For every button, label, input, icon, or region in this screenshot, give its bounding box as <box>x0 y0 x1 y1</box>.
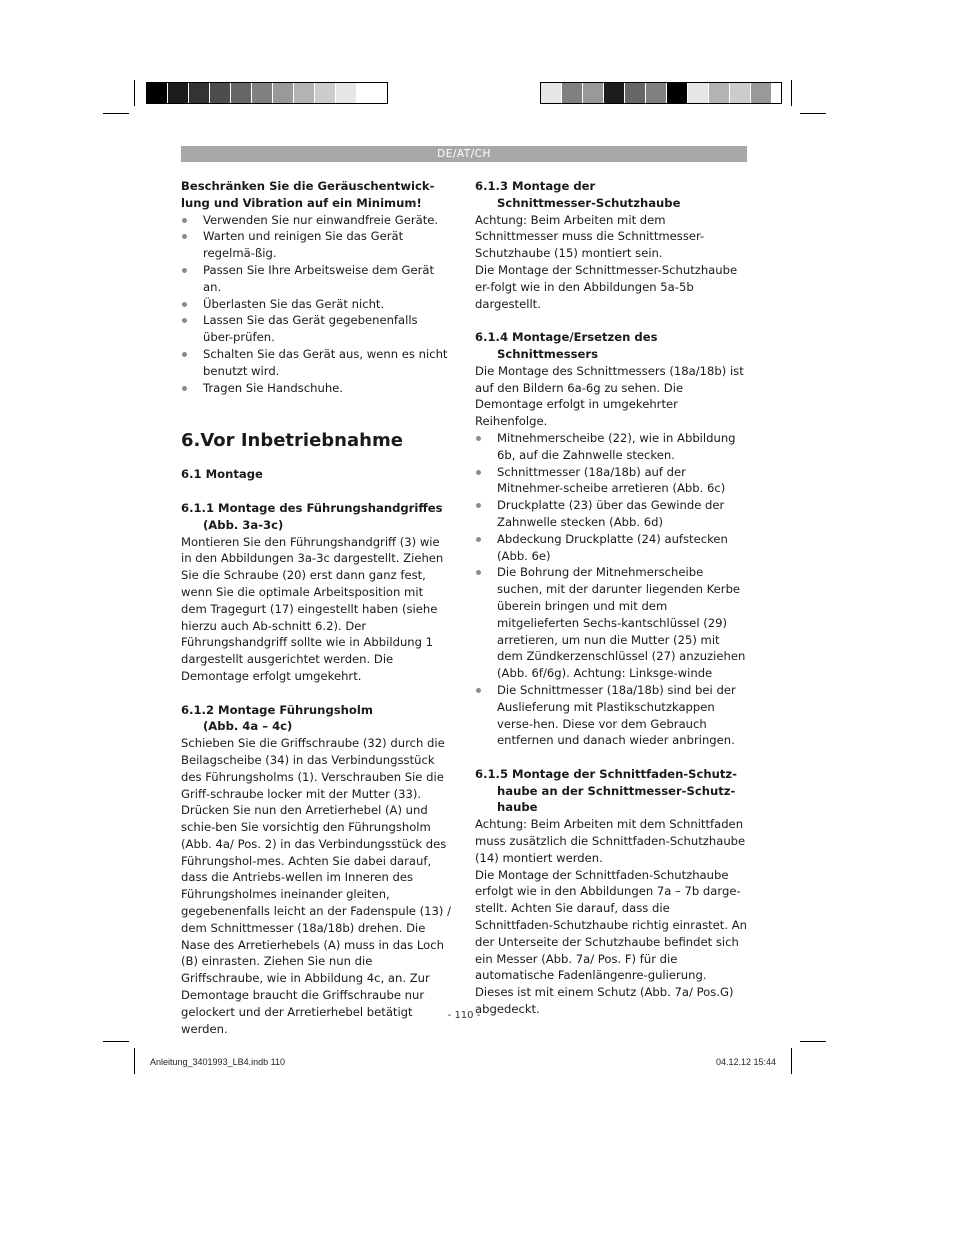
color-calibration-bar-left <box>146 82 388 104</box>
color-swatch <box>210 83 231 103</box>
color-swatch <box>273 83 294 103</box>
color-swatch <box>315 83 336 103</box>
color-swatch <box>562 83 583 103</box>
noise-heading: Beschränken Sie die Geräuschentwick-lung und Vibration auf ein Minimum! <box>181 179 435 210</box>
color-swatch <box>583 83 604 103</box>
list-item: Lassen Sie das Gerät gegebenenfalls über-prüfen. <box>181 312 451 346</box>
color-swatch <box>688 83 709 103</box>
crop-mark <box>791 1048 792 1074</box>
section-6-1-5-text: Die Montage der Schnittfaden-Schutzhaube erfolgt wie in den Abbildungen 7a – 7b darge-stellt. Achten Sie darauf, dass die Schnittfaden-Schutzhaube richtig einrastet. An der Unterseite der Schutzhaube befindet sich ein Messer (Abb. 7a/ Pos. F) für die automatische Fadenlängenre-gulierung. Dieses ist mit einem Schutz (Abb. 7a/ Pos.G) abgedeckt. <box>475 867 748 1017</box>
list-item: Mitnehmerscheibe (22), wie in Abbildung 6b, auf die Zahnwelle stecken. <box>475 430 747 464</box>
section-6-1-title: 6.1 Montage <box>181 467 263 482</box>
color-swatch <box>336 83 357 103</box>
list-item: Die Bohrung der Mitnehmerscheibe suchen, mit der darunter liegenden Kerbe überein bringen und mit dem mitgelieferten Sechs-kantschlüssel (29) arretieren, um nun die Mutter (25) mit dem Zündkerzenschlüssel (27) anzuziehen (Abb. 6f/6g). Achtung: Linksge-winde <box>475 564 747 682</box>
noise-list <box>181 212 451 397</box>
section-6-1-5-text: Achtung: Beim Arbeiten mit dem Schnittfaden muss zusätzlich die Schnittfaden-Schutzhaube (14) montiert werden. <box>475 817 746 865</box>
list-item: Schnittmesser (18a/18b) auf der Mitnehmer-scheibe arretieren (Abb. 6c) <box>475 464 747 498</box>
section-6-1-2-text: Drücken Sie nun den Arretierhebel (A) und schie-ben Sie vorsichtig den Führungsholm (Abb. 4a/ Pos. 2) in das Verbindungsstück des Führungshol-mes. Achten Sie dabei darauf, dass die Antriebs-wellen im Inneren des Führungsholmes ineinander gleiten, gegebenenfalls leicht an der Fadenspule (13) / dem Schnittmesser (18a/18b) drehen. Die Nase des Arretierhebels (A) muss in das Loch (B) einrasten. Ziehen Sie nun die Griffschraube, wie in Abbildung 4c, an. Zur Demontage braucht die Griffschraube nur gelockert und der Arretierhebel betätigt werden. <box>181 803 451 1036</box>
right-column <box>475 178 747 1018</box>
list-item: Überlasten Sie das Gerät nicht. <box>181 296 451 313</box>
list-item: Druckplatte (23) über das Gewinde der Zahnwelle stecken (Abb. 6d) <box>475 497 747 531</box>
section-6-1-4-subtitle: Schnittmessers <box>497 346 599 361</box>
color-swatch <box>541 83 562 103</box>
color-calibration-bar-right <box>540 82 782 104</box>
color-swatch <box>709 83 730 103</box>
crop-mark <box>134 80 135 106</box>
page-number: - 110 - <box>447 1010 481 1021</box>
crop-mark <box>791 80 792 106</box>
crop-mark <box>103 1041 129 1042</box>
left-column <box>181 178 451 1037</box>
section-6-1-3-text: Die Montage der Schnittmesser-Schutzhaube er-folgt wie in den Abbildungen 5a-5b dargestellt. <box>475 262 738 311</box>
crop-mark <box>134 1048 135 1074</box>
section-6-1-1-title: 6.1.1 Montage des Führungshandgriffes <box>181 500 443 515</box>
list-item: Tragen Sie Handschuhe. <box>181 380 451 397</box>
section-6-1-3-text: Achtung: Beim Arbeiten mit dem Schnittmesser muss die Schnittmesser-Schutzhaube (15) montiert sein. <box>475 212 705 261</box>
section-6-1-5-subtitle: haube an der Schnittmesser-Schutz- <box>497 783 736 798</box>
list-item: Verwenden Sie nur einwandfreie Geräte. <box>181 212 451 229</box>
section-6-1-3-subtitle: Schnittmesser-Schutzhaube <box>497 195 681 210</box>
color-swatch <box>730 83 751 103</box>
list-item: Passen Sie Ihre Arbeitsweise dem Gerät an. <box>181 262 451 296</box>
color-swatch <box>294 83 315 103</box>
footer-date: 04.12.12 15:44 <box>716 1057 777 1067</box>
color-swatch <box>751 83 772 103</box>
section-6-1-4-list <box>475 430 747 749</box>
color-swatch <box>231 83 252 103</box>
list-item: Schalten Sie das Gerät aus, wenn es nicht benutzt wird. <box>181 346 451 380</box>
section-6-1-5-title: 6.1.5 Montage der Schnittfaden-Schutz- <box>475 766 737 781</box>
color-swatch <box>646 83 667 103</box>
color-swatch <box>625 83 646 103</box>
section-6-1-4-text: Die Montage des Schnittmessers (18a/18b) ist auf den Bildern 6a-6g zu sehen. Die Demontage erfolgt in umgekehrter Reihenfolge. <box>475 363 744 429</box>
crop-mark <box>800 113 826 114</box>
crop-mark <box>103 113 129 114</box>
language-header-bar: DE/AT/CH <box>181 146 747 162</box>
section-6-1-3-title: 6.1.3 Montage der <box>475 179 596 193</box>
section-6-1-2-text: Schieben Sie die Griffschraube (32) durch die Beilagscheibe (34) in das Verbindungsstück des Führungsholms (1). Verschrauben Sie die Griff-schraube locker mit der Mutter (33). <box>181 736 445 801</box>
color-swatch <box>667 83 688 103</box>
color-swatch <box>189 83 210 103</box>
list-item: Die Schnittmesser (18a/18b) sind bei der Auslieferung mit Plastikschutzkappen verse-hen. Diese vor dem Gebrauch entfernen und danach wieder anbringen. <box>475 682 747 749</box>
section-6-1-5-subtitle: haube <box>497 800 538 815</box>
section-6-1-1-text: Montieren Sie den Führungshandgriff (3) wie in den Abbildungen 3a-3c dargestellt. Ziehen Sie die Schraube (20) erst dann ganz fest, wenn Sie die optimale Arbeitsposition mit dem Tragegurt (17) eingestellt haben (siehe hierzu auch Ab-schnitt 6.2). Der Führungshandgriff sollte wie in Abbildung 1 dargestellt ausgerichtet werden. Die Demontage erfolgt umgekehrt. <box>181 534 444 683</box>
list-item: Warten und reinigen Sie das Gerät regelmä-ßig. <box>181 228 451 262</box>
footer-file: Anleitung_3401993_LB4.indb 110 <box>150 1057 285 1067</box>
chapter-title: 6.Vor Inbetriebnahme <box>181 430 403 452</box>
color-swatch <box>168 83 189 103</box>
color-swatch <box>147 83 168 103</box>
section-6-1-2-subtitle: (Abb. 4a – 4c) <box>203 719 293 734</box>
list-item: Abdeckung Druckplatte (24) aufstecken (Abb. 6e) <box>475 531 747 565</box>
section-6-1-4-title: 6.1.4 Montage/Ersetzen des <box>475 330 658 345</box>
color-swatch <box>604 83 625 103</box>
section-6-1-1-subtitle: (Abb. 3a-3c) <box>203 517 284 532</box>
color-swatch <box>357 83 378 103</box>
section-6-1-2-title: 6.1.2 Montage Führungsholm <box>181 702 373 717</box>
crop-mark <box>800 1041 826 1042</box>
color-swatch <box>252 83 273 103</box>
